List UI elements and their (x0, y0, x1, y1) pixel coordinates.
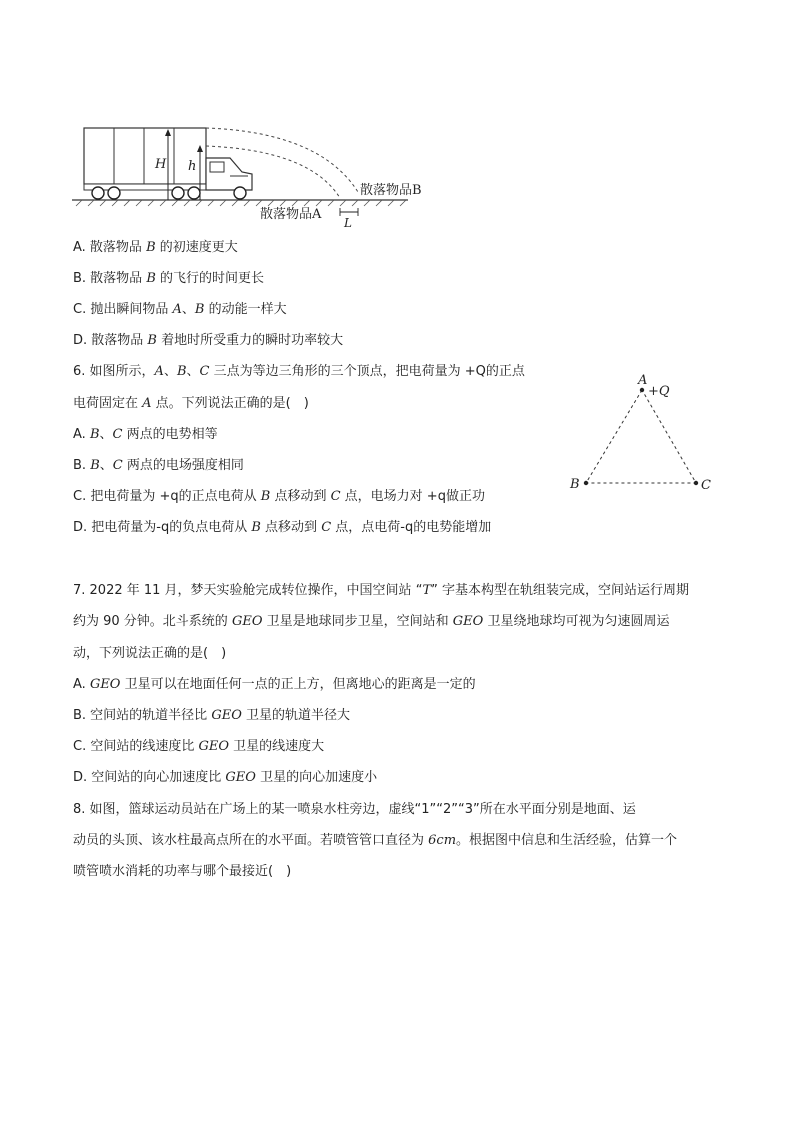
label-h: h (188, 159, 197, 174)
label-B: 散落物品B (360, 183, 422, 198)
q7-stem-line3: 动，下列说法正确的是( ) (73, 646, 227, 661)
q5-option-b: B. 散落物品 B 的飞行的时间更长 (73, 271, 265, 286)
q7-option-b: B. 空间站的轨道半径比 GEO 卫星的轨道半径大 (73, 708, 351, 723)
q6-option-c: C. 把电荷量为 +q的正点电荷从 B 点移动到 C 点，电场力对 +q做正功 (73, 489, 485, 504)
vertex-A-label: A (638, 373, 648, 388)
q8-stem-line2: 动员的头顶、该水柱最高点所在的水平面。若喷管管口直径为 6cm。根据图中信息和生活经验，估算一个 (73, 833, 678, 848)
q6-stem-line2: 电荷固定在 A 点。下列说法正确的是( ) (73, 396, 309, 411)
vertex-B-label: B (570, 477, 580, 492)
q7-stem-line1: 7. 2022 年 11 月，梦天实验舱完成转位操作，中国空间站 “T” 字基本构型在轨组装完成，空间站运行周期 (73, 583, 689, 598)
q6-option-a: A. B、C 两点的电势相等 (73, 427, 218, 442)
truck-scattering-figure (70, 120, 440, 230)
equilateral-triangle-figure (560, 368, 720, 498)
q6-stem-line1: 6. 如图所示，A、B、C 三点为等边三角形的三个顶点，把电荷量为 +Q的正点 (73, 364, 525, 379)
q6-option-d: D. 把电荷量为-q的负点电荷从 B 点移动到 C 点，点电荷-q的电势能增加 (73, 520, 492, 535)
q8-stem-line3: 喷管喷水消耗的功率与哪个最接近( ) (73, 864, 292, 879)
q5-option-d: D. 散落物品 B 着地时所受重力的瞬时功率较大 (73, 333, 344, 348)
q7-option-a: A. GEO 卫星可以在地面任何一点的正上方，但离地心的距离是一定的 (73, 677, 476, 692)
q7-option-d: D. 空间站的向心加速度比 GEO 卫星的向心加速度小 (73, 770, 378, 785)
label-H: H (155, 157, 167, 172)
q5-option-a: A. 散落物品 B 的初速度更大 (73, 240, 238, 255)
q7-option-c: C. 空间站的线速度比 GEO 卫星的线速度大 (73, 739, 325, 754)
q6-option-b: B. B、C 两点的电场强度相同 (73, 458, 244, 473)
q5-option-c: C. 抛出瞬间物品 A、B 的动能一样大 (73, 302, 287, 317)
q7-stem-line2: 约为 90 分钟。北斗系统的 GEO 卫星是地球同步卫星，空间站和 GEO 卫星绕地球均可视为匀速圆周运 (73, 614, 670, 629)
vertex-C-label: C (701, 478, 711, 493)
label-L: L (344, 216, 352, 230)
q8-stem-line1: 8. 如图，篮球运动员站在广场上的某一喷泉水柱旁边，虚线“1”“2”“3”所在水平面分别是地面、运 (73, 802, 636, 817)
label-A: 散落物品A (260, 207, 322, 222)
charge-Q-label: +Q (648, 384, 670, 399)
